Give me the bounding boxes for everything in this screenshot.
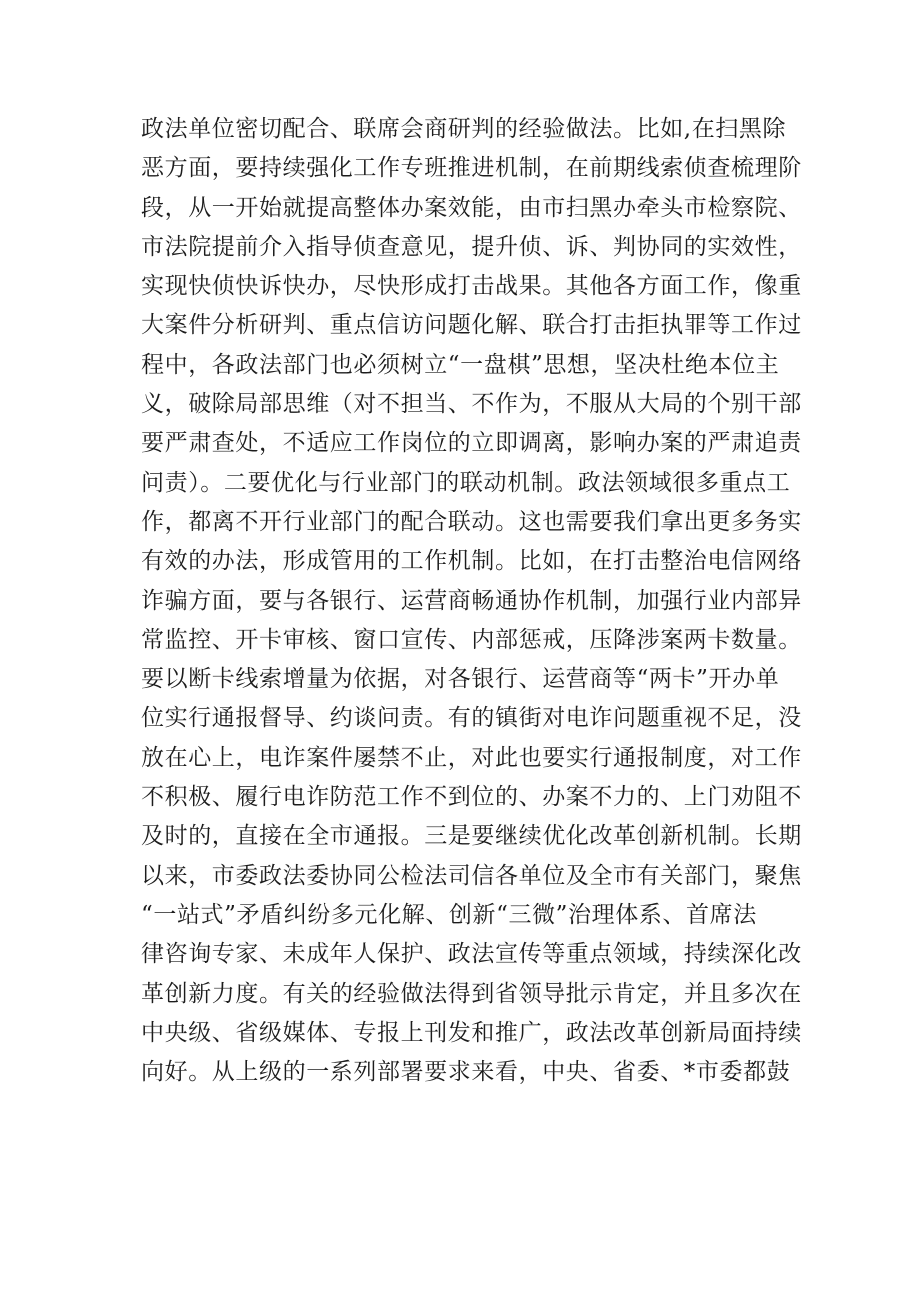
text-line: 政法单位密切配合、联席会商研判的经验做法。比如,在扫黑除 [141,116,787,142]
text-line: 作，都离不开行业部门的配合联动。这也需要我们拿出更多务实 [141,508,802,535]
text-line: 段，从一开始就提高整体办案效能，由市扫黑办牵头市检察院、 [141,194,802,221]
text-line: 程中，各政法部门也必须树立“一盘棋”思想，坚决杜绝本位主 [141,351,780,378]
text-line: 恶方面，要持续强化工作专班推进机制，在前期线索侦查梳理阶 [141,155,802,182]
text-line: 实现快侦快诉快办，尽快形成打击战果。其他各方面工作，像重 [141,273,802,300]
text-line: 放在心上，电诈案件屡禁不止，对此也要实行通报制度，对工作 [141,744,802,771]
text-line: 要以断卡线索增量为依据，对各银行、运营商等“两卡”开办单 [141,666,780,693]
text-line: 诈骗方面，要与各银行、运营商畅通协作机制，加强行业内部异 [141,587,802,614]
text-line: 大案件分析研判、重点信访问题化解、联合打击拒执罪等工作过 [141,312,802,339]
text-line: 市法院提前介入指导侦查意见，提升侦、诉、判协同的实效性， [141,233,802,260]
text-line: 位实行通报督导、约谈问责。有的镇街对电诈问题重视不足，没 [141,705,802,732]
text-line: 革创新力度。有关的经验做法得到省领导批示肯定，并且多次在 [141,980,802,1007]
text-line: 义，破除局部思维（对不担当、不作为，不服从大局的个别干部 [141,391,802,418]
text-line: 以来，市委政法委协同公检法司信各单位及全市有关部门，聚焦 [141,862,802,889]
text-line: 要严肃查处，不适应工作岗位的立即调离，影响办案的严肃追责 [141,430,802,457]
body-paragraph [141,110,802,1092]
text-line: 不积极、履行电诈防范工作不到位的、办案不力的、上门劝阻不 [141,784,802,811]
text-line: 有效的办法，形成管用的工作机制。比如，在打击整治电信网络 [141,548,802,575]
text-line: 中央级、省级媒体、专报上刊发和推广，政法改革创新局面持续 [141,1019,802,1046]
text-line: 问责）。二要优化与行业部门的联动机制。政法领域很多重点工 [141,469,791,496]
text-line: 常监控、开卡审核、窗口宣传、内部惩戒，压降涉案两卡数量。 [141,626,802,653]
text-line: “一站式”矛盾纠纷多元化解、创新“三微”治理体系、首席法 [141,901,757,928]
text-line: 及时的，直接在全市通报。三是要继续优化改革创新机制。长期 [141,823,802,850]
text-line: 向好。从上级的一系列部署要求来看，中央、省委、*市委都鼓 [141,1059,791,1086]
text-line: 律咨询专家、未成年人保护、政法宣传等重点领域，持续深化改 [141,941,802,968]
